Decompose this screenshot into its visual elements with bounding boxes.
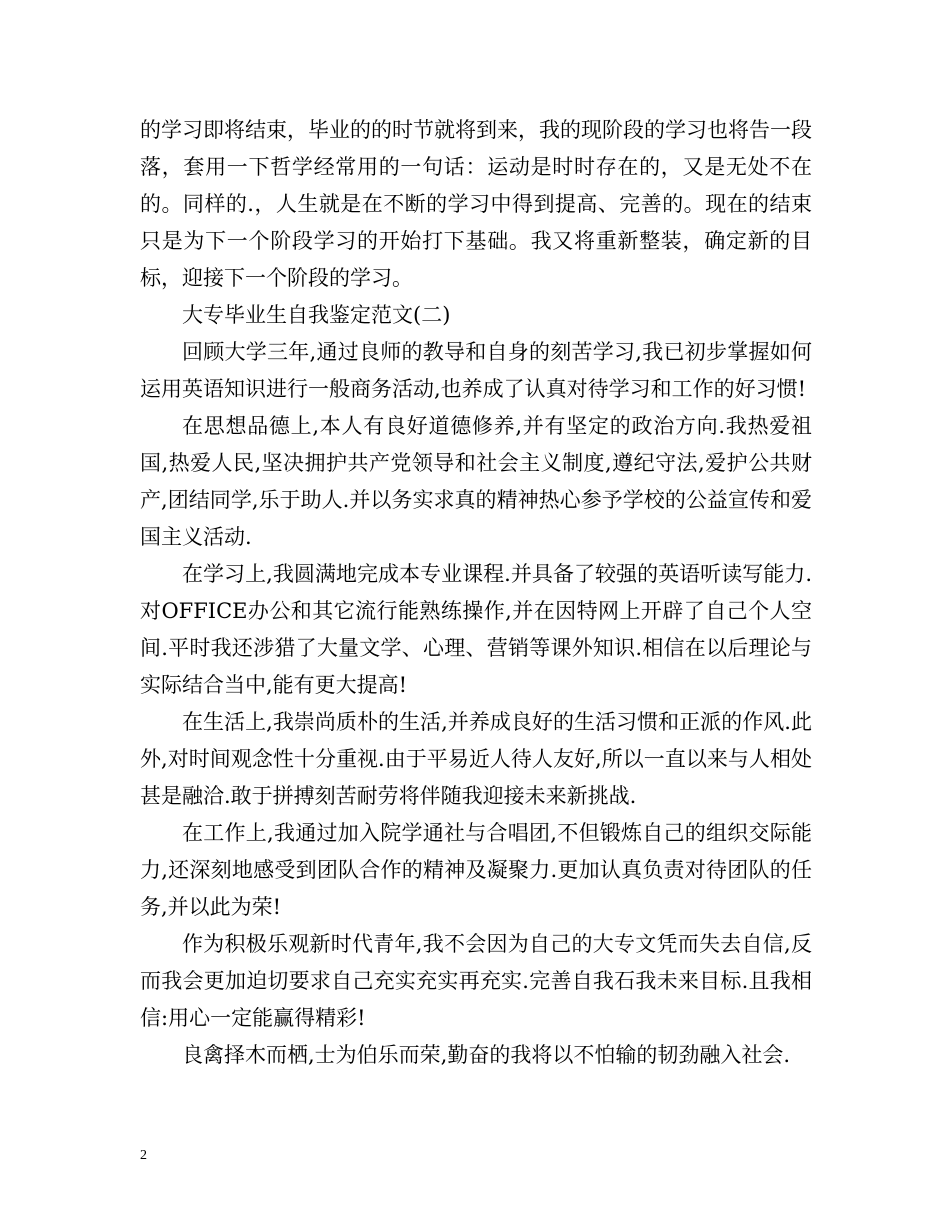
paragraph-life: 在生活上,我崇尚质朴的生活,并养成良好的生活习惯和正派的作风.此外,对时间观念性十分重视.由于平易近人待人友好,所以一直以来与人相处甚是融洽.敢于拼搏刻苦耐劳将伴随我迎接未来新挑战. [140,710,812,808]
paragraph-study: 在学习上,我圆满地完成本专业课程.并具备了较强的英语听读写能力.对OFFICE办公和其它流行能熟练操作,并在因特网上开辟了自己个人空间.平时我还涉猎了大量文学、心理、营销等课外知识.相信在以后理论与实际结合当中,能有更大提高! [140,562,812,697]
page-number: 2 [140,1148,147,1163]
paragraph-review: 回顾大学三年,通过良师的教导和自身的刻苦学习,我已初步掌握如何运用英语知识进行一般商务活动,也养成了认真对待学习和工作的好习惯! [140,340,812,401]
paragraph-closing: 良禽择木而栖,士为伯乐而荣,勤奋的我将以不怕输的韧劲融入社会. [182,1043,791,1067]
paragraph-confidence: 作为积极乐观新时代青年,我不会因为自己的大专文凭而失去自信,反而我会更加迫切要求自己充实充实再充实.完善自我石我未来目标.且我相信:用心一定能赢得精彩! [140,932,812,1030]
paragraph-work: 在工作上,我通过加入院学通社与合唱团,不但锻炼自己的组织交际能力,还深刻地感受到团队合作的精神及凝聚力.更加认真负责对待团队的任务,并以此为荣! [140,821,812,919]
paragraph-continued: 的学习即将结束，毕业的的时节就将到来，我的现阶段的学习也将告一段落，套用一下哲学经常用的一句话：运动是时时存在的，又是无处不在的。同样的.，人生就是在不断的学习中得到提高、完善的。现在的结束只是为下一个阶段学习的开始打下基础。我又将重新整装，确定新的目标，迎接下一个阶段的学习。 [140,118,812,290]
paragraph-morality: 在思想品德上,本人有良好道德修养,并有坚定的政治方向.我热爱祖国,热爱人民,坚决拥护共产党领导和社会主义制度,遵纪守法,爱护公共财产,团结同学,乐于助人.并以务实求真的精神热心参予学校的公益宣传和爱国主义活动. [140,414,812,549]
section-heading: 大专毕业生自我鉴定范文(二) [182,303,451,327]
document-body [140,112,812,1074]
